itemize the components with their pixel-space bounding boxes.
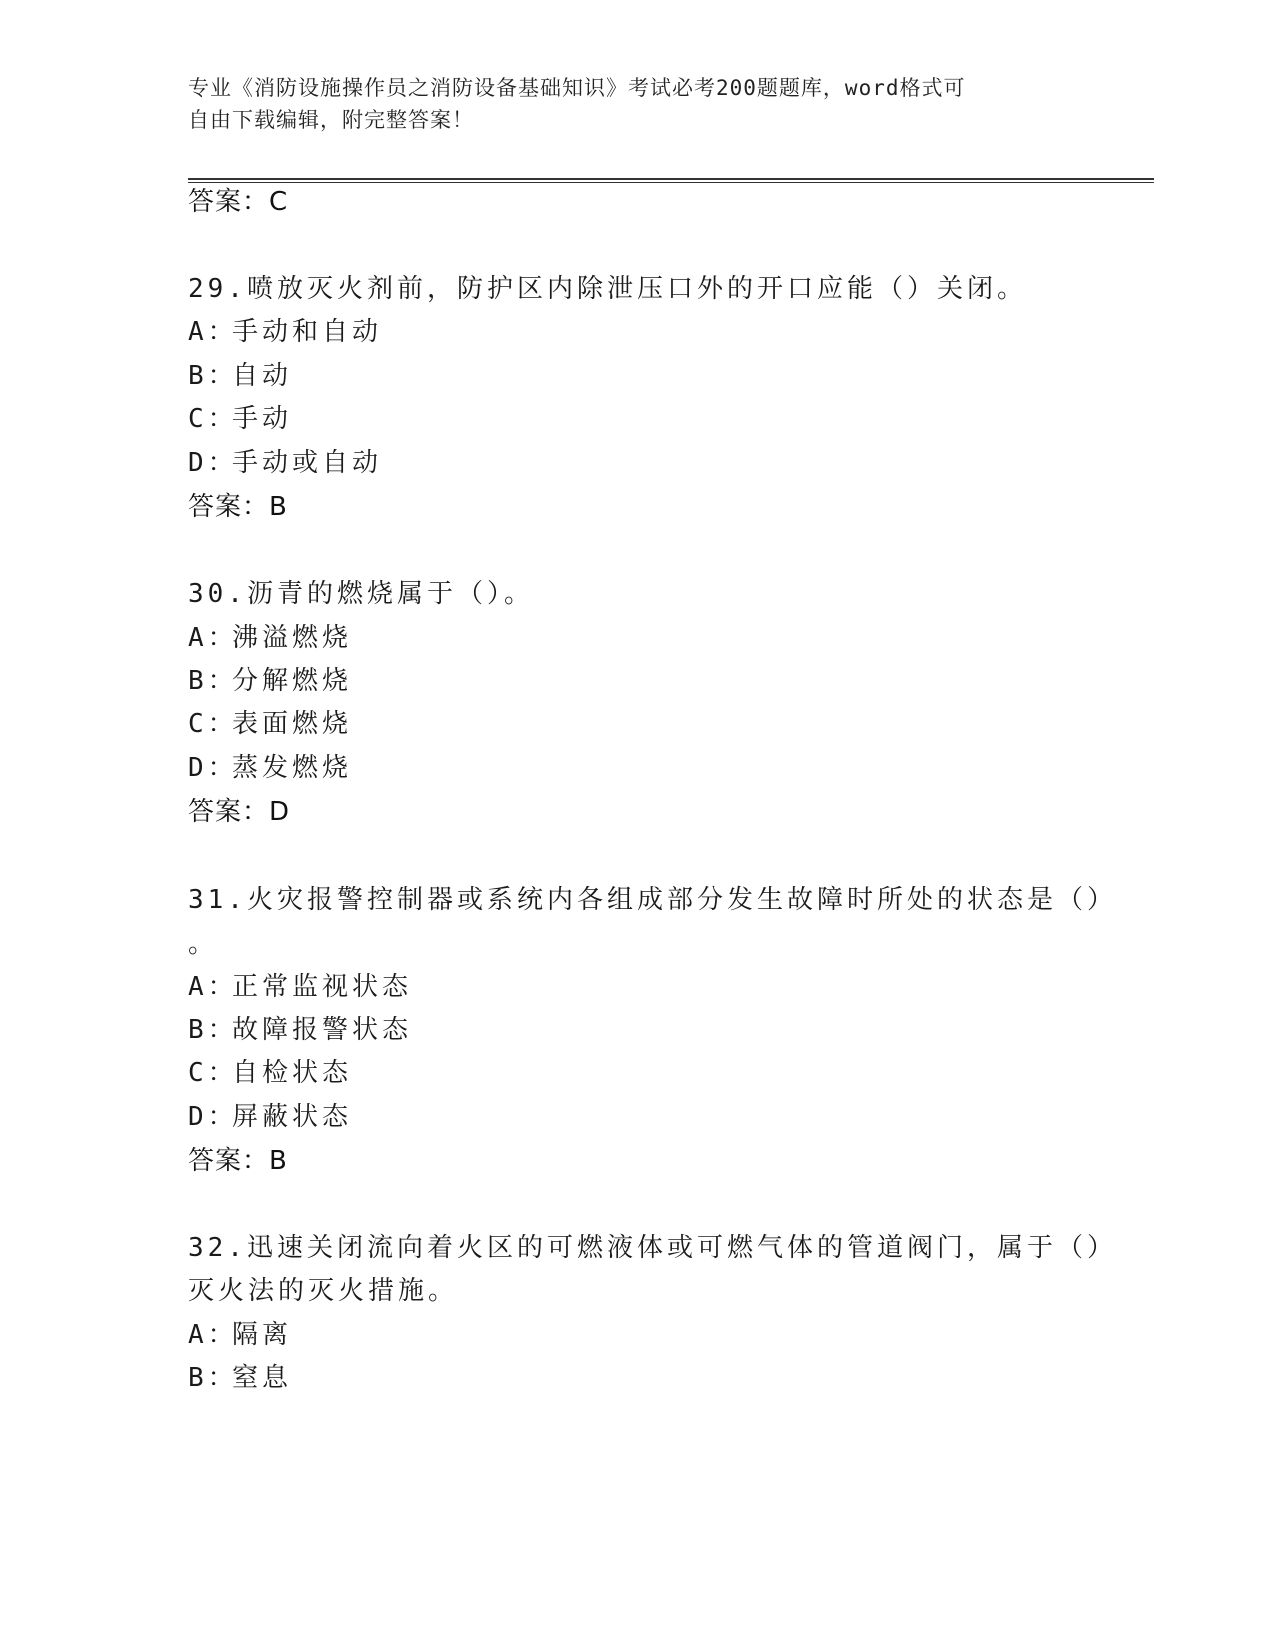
question-31-option-d <box>188 1100 352 1134</box>
option-label: D： <box>188 448 238 478</box>
option-text: 故障报警状态 <box>232 1015 413 1045</box>
option-label: B： <box>188 361 238 391</box>
document-header <box>188 72 1068 136</box>
answer-line: 答案：C <box>188 187 289 217</box>
option-label: A： <box>188 623 238 653</box>
option-label: C： <box>188 404 238 434</box>
question-29-answer: 答案：B <box>188 492 288 522</box>
question-30-option-a <box>188 621 352 655</box>
option-label: A： <box>188 317 238 347</box>
option-label: A： <box>188 1320 238 1350</box>
option-label: B： <box>188 666 238 696</box>
option-text: 自检状态 <box>232 1058 353 1088</box>
option-label: C： <box>188 1058 238 1088</box>
question-30-answer: 答案：D <box>188 797 291 827</box>
option-text: 窒息 <box>232 1363 293 1393</box>
option-text: 自动 <box>232 361 293 391</box>
option-label: D： <box>188 1102 238 1132</box>
question-30-option-c <box>188 707 352 741</box>
option-text: 手动 <box>232 404 293 434</box>
option-text: 手动和自动 <box>232 317 383 347</box>
question-31-answer: 答案：B <box>188 1146 288 1176</box>
question-30-option-d <box>188 751 352 785</box>
header-divider <box>188 178 1154 183</box>
question-32-option-b <box>188 1361 292 1395</box>
question-29-option-b <box>188 359 292 393</box>
question-31-option-a <box>188 970 412 1004</box>
option-text: 隔离 <box>232 1320 293 1350</box>
option-text: 蒸发燃烧 <box>232 753 353 783</box>
option-label: D： <box>188 753 238 783</box>
question-31-option-c <box>188 1056 352 1090</box>
option-text: 沸溢燃烧 <box>232 623 353 653</box>
header-line-1: 专业《消防设施操作员之消防设备基础知识》考试必考200题题库，word格式可 <box>188 76 966 100</box>
question-29-option-d <box>188 446 382 480</box>
option-text: 表面燃烧 <box>232 709 353 739</box>
question-30-option-b <box>188 664 352 698</box>
question-29-option-a <box>188 315 382 349</box>
question-31-line-2: 。 <box>188 929 219 959</box>
question-29: 29.喷放灭火剂前，防护区内除泄压口外的开口应能（）关闭。 <box>188 274 1027 304</box>
question-32-line-2: 灭火法的灭火措施。 <box>188 1276 459 1306</box>
question-29-option-c <box>188 402 292 436</box>
option-label: A： <box>188 972 238 1002</box>
option-label: C： <box>188 709 238 739</box>
option-label: B： <box>188 1363 238 1393</box>
option-label: B： <box>188 1015 238 1045</box>
header-line-2: 自由下载编辑，附完整答案！ <box>188 108 474 132</box>
option-text: 手动或自动 <box>232 448 383 478</box>
question-31-line-1: 31.火灾报警控制器或系统内各组成部分发生故障时所处的状态是（） <box>188 885 1117 915</box>
question-32-option-a <box>188 1318 292 1352</box>
question-32-line-1: 32.迅速关闭流向着火区的可燃液体或可燃气体的管道阀门，属于（） <box>188 1233 1117 1263</box>
question-31-option-b <box>188 1013 412 1047</box>
option-text: 正常监视状态 <box>232 972 413 1002</box>
option-text: 屏蔽状态 <box>232 1102 353 1132</box>
question-30: 30.沥青的燃烧属于（）。 <box>188 579 534 609</box>
option-text: 分解燃烧 <box>232 666 353 696</box>
